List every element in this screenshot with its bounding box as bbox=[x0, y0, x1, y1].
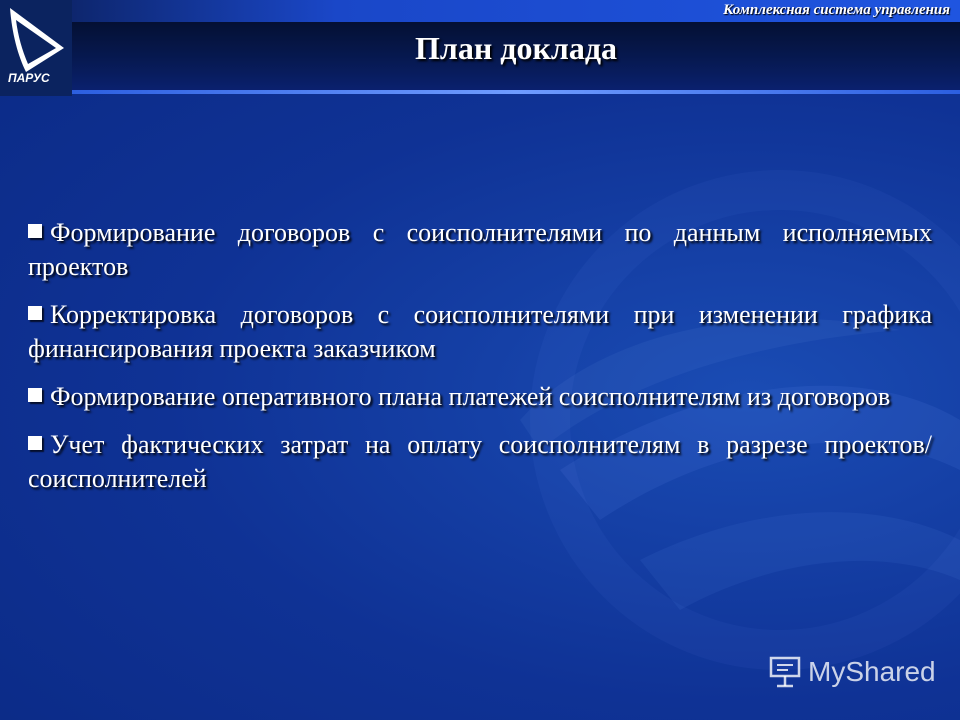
bullet-square-icon bbox=[28, 224, 42, 238]
logo bbox=[0, 0, 72, 96]
header-divider bbox=[72, 90, 960, 94]
presentation-icon bbox=[768, 655, 802, 689]
sail-logo-icon bbox=[0, 0, 72, 96]
list-item-text: Формирование договоров с соисполнителями по данным исполняемых проектов bbox=[28, 218, 932, 281]
list-item bbox=[28, 380, 932, 414]
bullet-list bbox=[28, 216, 932, 510]
watermark bbox=[768, 655, 936, 689]
bullet-square-icon bbox=[28, 306, 42, 320]
list-item bbox=[28, 216, 932, 284]
list-item-text: Учет фактических затрат на оплату соисполнителям в разрезе проектов/соисполнителей bbox=[28, 430, 932, 493]
list-item bbox=[28, 298, 932, 366]
bullet-square-icon bbox=[28, 436, 42, 450]
list-item bbox=[28, 428, 932, 496]
list-item-text: Формирование оперативного плана платежей соисполнителям из договоров bbox=[50, 382, 891, 411]
logo-text: ПАРУС bbox=[8, 71, 50, 85]
page-title: План доклада bbox=[414, 30, 618, 66]
list-item-text: Корректировка договоров с соисполнителями при изменении графика финансирования проекта заказчиком bbox=[28, 300, 932, 363]
watermark-text: MyShared bbox=[808, 656, 936, 687]
bullet-square-icon bbox=[28, 388, 42, 402]
company-name: Комплексная система управления bbox=[723, 2, 950, 18]
